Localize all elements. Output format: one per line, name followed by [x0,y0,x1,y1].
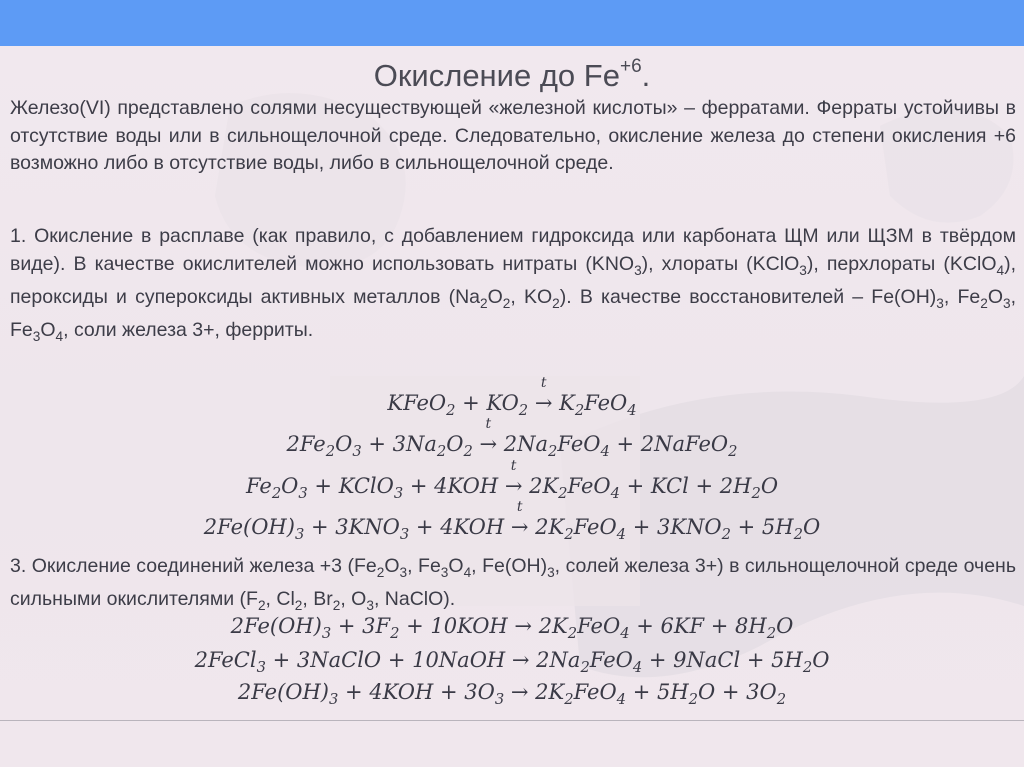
equation-3: $Fe_2O_3$ + KClO$_3$ + 4KOH t → $2K_2FeO_4$ + KCl + $2H_2O$ [245,458,779,503]
slide-title: Окисление до $Fe^{+6}$. [373,56,651,93]
slide-bottom-divider [0,720,1024,721]
section-3-paragraph: 3. Окисление соединений железа +3 ($Fe_2O_3$, $Fe_3O_4$, $Fe(OH)_3$, солей железа 3+) в сильнощелочной среде очень сильными окислителями ($F_2$, $Cl_2$, $Br_2$, $O_3$, NaClO). [10,555,1016,614]
equation-4: $2Fe(OH)_3 + 3KNO_3 + 4KOH$ t → $2K_2FeO_4 + 3KNO_2 + 5H_2O$ [203,499,821,544]
intro-paragraph: Железо(VI) представлено солями несуществующей «железной кислоты» – ферратами. Ферраты устойчивы в отсутствие воды или в сильнощелочной среде. Следовательно, окисление железа до степени окисления +6 возможно либо в отсутствие воды, либо в сильнощелочной среде. [10,97,1016,174]
equation-1: KFeO$_2$ + $KO_2$ t → $K_2FeO_4$ [387,375,637,420]
section-1-paragraph: 1. Окисление в расплаве (как правило, с добавлением гидроксида или карбоната ЩМ или ЩЗМ в твёрдом виде). В качестве окислителей можно использовать нитраты $(KNO_3)$, хлораты (KClO$_3$), перхлораты (KClO$_4$), пероксиды и супероксиды активных металлов ($Na_2O_2$, $KO_2$). В качестве восстановителей – $Fe(OH)_3$, $Fe_2O_3$, $Fe_3O_4$, соли железа 3+, ферриты. [10,225,1017,345]
equation-2: $2Fe_2O_3 + 3Na_2O_2$ t → $2Na_2FeO_4$ + 2NaFeO$_2$ [286,416,738,461]
top-bar [0,0,1024,46]
equation-5: $2Fe(OH)_3 + 3F_2 + 10KOH \to 2K_2FeO_4 + 6KF + 8H_2O$ [230,614,794,643]
equation-6: 2FeCl$_3$ + 3NaClO + 10NaOH → $2Na_2FeO_4$ + 9NaCl + $5H_2O$ [194,648,830,677]
equation-7: $2Fe(OH)_3 + 4KOH + 3O_3 \to 2K_2FeO_4 + 5H_2O + 3O_2$ [237,680,787,709]
